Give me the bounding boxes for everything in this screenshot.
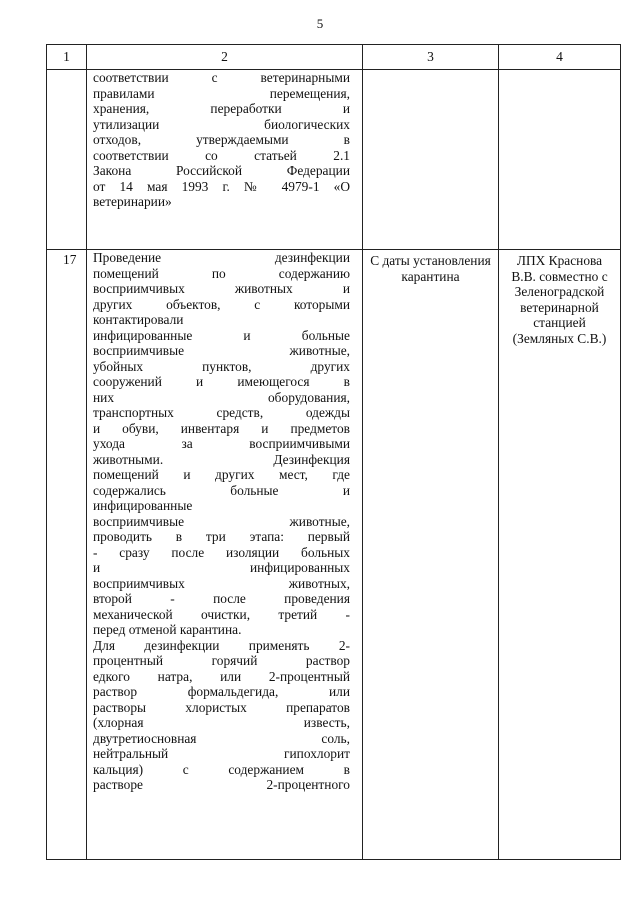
text-line: ветеринарии»: [93, 194, 172, 209]
measure-text-continued: [87, 70, 363, 250]
column-header-4: 4: [499, 45, 621, 70]
text-line: хранения, переработки и: [93, 101, 350, 116]
table-row-17: [47, 250, 621, 860]
text-line: нейтральный гипохлорит: [93, 746, 350, 761]
text-line: Закона Российской Федерации: [93, 163, 350, 178]
row-number-cell-empty: [47, 70, 87, 250]
text-line: от 14 мая 1993 г. № 4979-1 «О: [93, 178, 350, 194]
text-line: утилизации биологических: [93, 116, 350, 132]
text-line: перед отменой карантина.: [93, 622, 242, 637]
text-line: ухода за восприимчивыми: [93, 436, 350, 451]
text-line: Для дезинфекции применять 2-: [93, 637, 350, 653]
text-line: едкого натра, или 2-процентный: [93, 668, 350, 684]
text-line: помещений по содержанию: [93, 265, 350, 281]
text-line: второй - после проведения: [93, 591, 350, 606]
text-line: контактировали: [93, 312, 184, 327]
text-line: них оборудования,: [93, 389, 350, 405]
text-line: инфицированные и больные: [93, 327, 350, 343]
text-line: сооружений и имеющегося в: [93, 374, 350, 389]
text-line: механической очистки, третий -: [93, 606, 350, 622]
text-line: кальция) с содержанием в: [93, 761, 350, 777]
text-line: восприимчивых животных,: [93, 575, 350, 591]
text-line: соответствии со статьей 2.1: [93, 147, 350, 163]
text-line: (хлорная известь,: [93, 715, 350, 730]
text-line: растворе 2-процентного: [93, 777, 350, 792]
measure-text: [87, 250, 363, 860]
text-line: отходов, утверждаемыми в: [93, 132, 350, 147]
text-line: других объектов, с которыми: [93, 296, 350, 312]
table-row-continued: [47, 70, 621, 250]
text-line: раствор формальдегида, или: [93, 684, 350, 699]
measures-table: [46, 44, 621, 860]
text-line: соответствии с ветеринарными: [93, 70, 350, 85]
text-line: восприимчивых животных и: [93, 281, 350, 296]
page-number: 5: [316, 16, 324, 31]
text-line: содержались больные и: [93, 482, 350, 498]
column-header-1: 1: [47, 45, 87, 70]
text-line: - сразу после изоляции больных: [93, 544, 350, 560]
text-line: и обуви, инвентаря и предметов: [93, 420, 350, 436]
column-header-2: 2: [87, 45, 363, 70]
text-line: помещений и других мест, где: [93, 467, 350, 482]
text-line: транспортных средств, одежды: [93, 405, 350, 420]
text-line: убойных пунктов, других: [93, 358, 350, 374]
period-cell-empty: [363, 70, 499, 250]
text-line: растворы хлористых препаратов: [93, 699, 350, 715]
text-line: процентный горячий раствор: [93, 653, 350, 668]
table-header-row: [47, 45, 621, 70]
responsible-cell-empty: [499, 70, 621, 250]
text-line: проводить в три этапа: первый: [93, 529, 350, 544]
text-line: правилами перемещения,: [93, 85, 350, 101]
text-line: и инфицированных: [93, 560, 350, 575]
responsible-cell: ЛПХ Краснова В.В. совместно с Зеленоградской ветеринарной станцией (Земляных С.В.): [499, 250, 621, 860]
text-line: Проведение дезинфекции: [93, 250, 350, 265]
text-line: восприимчивые животные,: [93, 343, 350, 358]
text-line: животными. Дезинфекция: [93, 451, 350, 467]
text-line: инфицированные: [93, 498, 193, 513]
text-line: двутретиосновная соль,: [93, 730, 350, 746]
text-line: восприимчивые животные,: [93, 513, 350, 529]
row-number: 17: [47, 250, 87, 860]
period-cell: С даты установления карантина: [363, 250, 499, 860]
column-header-3: 3: [363, 45, 499, 70]
